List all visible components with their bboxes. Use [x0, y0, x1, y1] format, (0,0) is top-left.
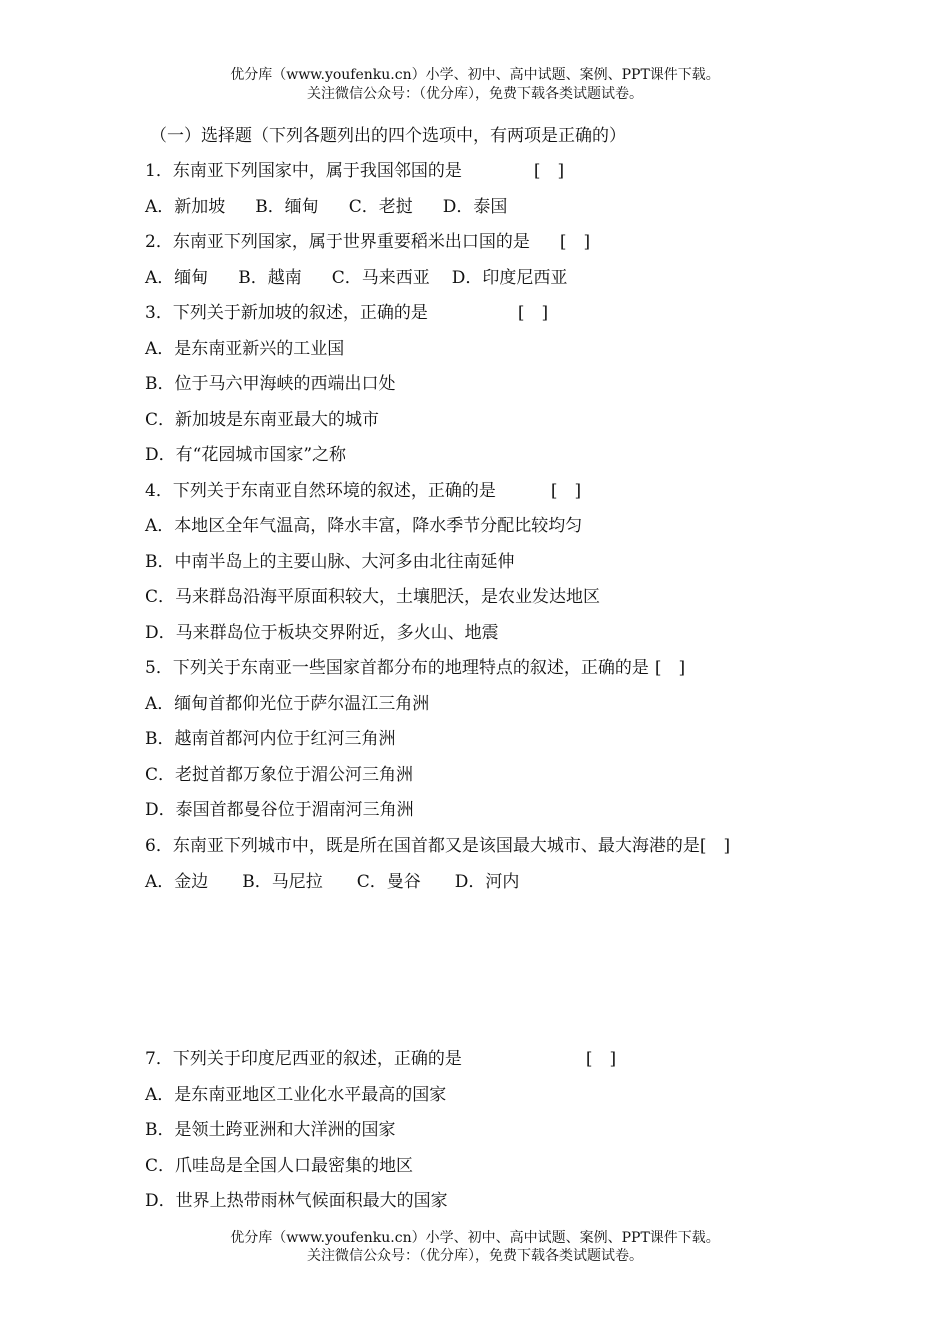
answer-bracket: [ ]	[585, 1049, 617, 1069]
option-a: A．金边	[145, 872, 209, 892]
question-1-options	[145, 196, 507, 218]
option-d: D．印度尼西亚	[451, 268, 568, 288]
question-3-option-c: C．新加坡是东南亚最大的城市	[145, 410, 380, 430]
option-b: B．缅甸	[255, 197, 319, 217]
option-c: C．老挝	[348, 197, 413, 217]
option-c: C．马来西亚	[331, 268, 430, 288]
question-4	[145, 480, 581, 502]
question-4-option-c: C．马来群岛沿海平原面积较大，土壤肥沃，是农业发达地区	[145, 587, 601, 607]
page-footer-line-1: 优分库（www.youfenku.cn）小学、初中、高中试题、案例、PPT课件下载。	[230, 1230, 720, 1246]
question-2	[145, 231, 590, 253]
option-d: D．泰国	[442, 197, 508, 217]
question-6	[145, 835, 730, 857]
question-5-option-a: A．缅甸首都仰光位于萨尔温江三角洲	[145, 694, 430, 714]
question-3-option-b: B．位于马六甲海峡的西端出口处	[145, 374, 396, 394]
question-stem: 5．下列关于东南亚一些国家首都分布的地理特点的叙述，正确的是	[145, 658, 649, 678]
option-b: B．越南	[238, 268, 302, 288]
question-4-option-d: D．马来群岛位于板块交界附近，多火山、地震	[145, 623, 499, 643]
question-6-options	[145, 871, 519, 893]
question-3	[145, 302, 548, 324]
question-5-option-d: D．泰国首都曼谷位于湄南河三角洲	[145, 800, 414, 820]
question-4-option-a: A．本地区全年气温高，降水丰富，降水季节分配比较均匀	[145, 516, 583, 536]
question-stem: 3．下列关于新加坡的叙述，正确的是	[145, 303, 428, 323]
question-7-option-a: A．是东南亚地区工业化水平最高的国家	[145, 1085, 447, 1105]
question-stem: 7．下列关于印度尼西亚的叙述，正确的是	[145, 1049, 462, 1069]
question-stem: 4．下列关于东南亚自然环境的叙述，正确的是	[145, 481, 496, 501]
option-a: A．新加坡	[145, 197, 226, 217]
question-2-options	[145, 267, 567, 289]
option-b: B．马尼拉	[242, 872, 323, 892]
option-c: C．曼谷	[356, 872, 421, 892]
question-5-option-b: B．越南首都河内位于红河三角洲	[145, 729, 396, 749]
answer-bracket: [ ]	[550, 481, 582, 501]
question-3-option-a: A．是东南亚新兴的工业国	[145, 339, 345, 359]
question-stem: 6．东南亚下列城市中，既是所在国首都又是该国最大城市、最大海港的是	[145, 836, 700, 856]
question-4-option-b: B．中南半岛上的主要山脉、大河多由北往南延伸	[145, 552, 515, 572]
option-a: A．缅甸	[145, 268, 209, 288]
section-title: （一）选择题（下列各题列出的四个选项中，有两项是正确的）	[150, 126, 626, 146]
question-7-option-b: B．是领土跨亚洲和大洋洲的国家	[145, 1120, 396, 1140]
answer-bracket: [ ]	[559, 232, 591, 252]
page-footer-line-2: 关注微信公众号：（优分库），免费下载各类试题试卷。	[307, 1248, 643, 1264]
question-7-option-c: C．爪哇岛是全国人口最密集的地区	[145, 1156, 414, 1176]
question-3-option-d: D．有“花园城市国家”之称	[145, 445, 347, 465]
question-7	[145, 1048, 616, 1070]
question-5	[145, 657, 685, 679]
page-header-line-2: 关注微信公众号：（优分库），免费下载各类试题试卷。	[307, 86, 643, 102]
question-1	[145, 160, 564, 182]
answer-bracket: [ ]	[517, 303, 549, 323]
question-7-option-d: D．世界上热带雨林气候面积最大的国家	[145, 1191, 448, 1211]
option-d: D．河内	[454, 872, 520, 892]
question-stem: 2．东南亚下列国家，属于世界重要稻米出口国的是	[145, 232, 530, 252]
answer-bracket: [ ]	[533, 161, 565, 181]
page-header-line-1: 优分库（www.youfenku.cn）小学、初中、高中试题、案例、PPT课件下载。	[230, 67, 720, 83]
answer-bracket: [ ]	[654, 658, 686, 678]
question-stem: 1．东南亚下列国家中，属于我国邻国的是	[145, 161, 462, 181]
question-5-option-c: C．老挝首都万象位于湄公河三角洲	[145, 765, 414, 785]
answer-bracket: [ ]	[699, 836, 731, 856]
